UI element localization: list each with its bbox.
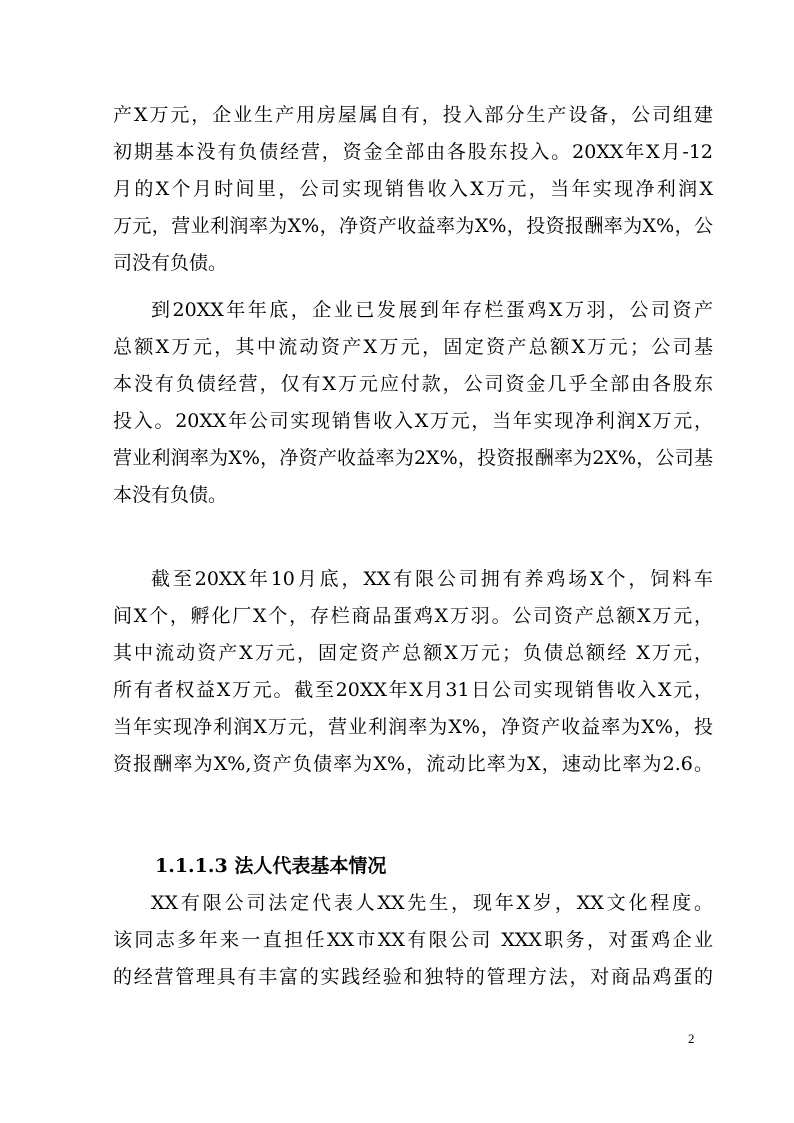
text-line: 的经营管理具有丰富的实践经验和独特的管理方法，对商品鸡蛋的: [113, 966, 713, 988]
paragraph-2: [113, 292, 713, 514]
text-line: 总额X万元，其中流动资产X万元，固定资产总额X万元；公司基: [113, 336, 713, 358]
text-line: 到20XX年年底，企业已发展到年存栏蛋鸡X万羽，公司资产: [151, 299, 713, 321]
text-line: 间X个，孵化厂X个，存栏商品蛋鸡X万羽。公司资产总额X万元，: [113, 605, 713, 627]
section-heading: 1.1.1.3 法人代表基本情况: [155, 855, 387, 877]
text-line: 初期基本没有负债经营，资金全部由各股东投入。20XX年X月-12: [113, 141, 713, 163]
text-line: 本没有负债经营，仅有X万元应付款，公司资金几乎全部由各股东: [113, 373, 713, 395]
page-number: 2: [688, 1031, 695, 1046]
text-line: 万元，营业利润率为X%，净资产收益率为X%，投资报酬率为X%，公: [113, 215, 713, 237]
text-line: 截至20XX年10月底，XX有限公司拥有养鸡场X个，饲料车: [151, 568, 713, 590]
text-line: 投入。20XX年公司实现销售收入X万元，当年实现净利润X万元，: [113, 410, 713, 432]
text-line: 资报酬率为X%,资产负债率为X%，流动比率为X，速动比率为2.6。: [113, 753, 713, 775]
text-line: 营业利润率为X%，净资产收益率为2X%，投资报酬率为2X%，公司基: [113, 447, 713, 469]
text-line: 其中流动资产X万元，固定资产总额X万元；负债总额经 X万元，: [113, 642, 713, 664]
paragraph-1: [113, 97, 713, 282]
text-line: 司没有负债。: [113, 252, 228, 274]
paragraph-3: [113, 561, 713, 783]
text-line: 所有者权益X万元。截至20XX年X月31日公司实现销售收入X元，: [113, 679, 713, 701]
text-line: 月的X个月时间里，公司实现销售收入X万元，当年实现净利润X: [113, 178, 713, 200]
paragraph-4: [113, 885, 713, 996]
text-line: 当年实现净利润X万元，营业利润率为X%，净资产收益率为X%，投: [113, 716, 713, 738]
text-line: 产X万元，企业生产用房屋属自有，投入部分生产设备，公司组建: [113, 104, 713, 126]
text-line: 本没有负债。: [113, 484, 228, 506]
text-line: 该同志多年来一直担任XX市XX有限公司 XXX职务，对蛋鸡企业: [113, 929, 713, 951]
text-line: XX有限公司法定代表人XX先生，现年X岁，XX文化程度。: [151, 892, 713, 914]
